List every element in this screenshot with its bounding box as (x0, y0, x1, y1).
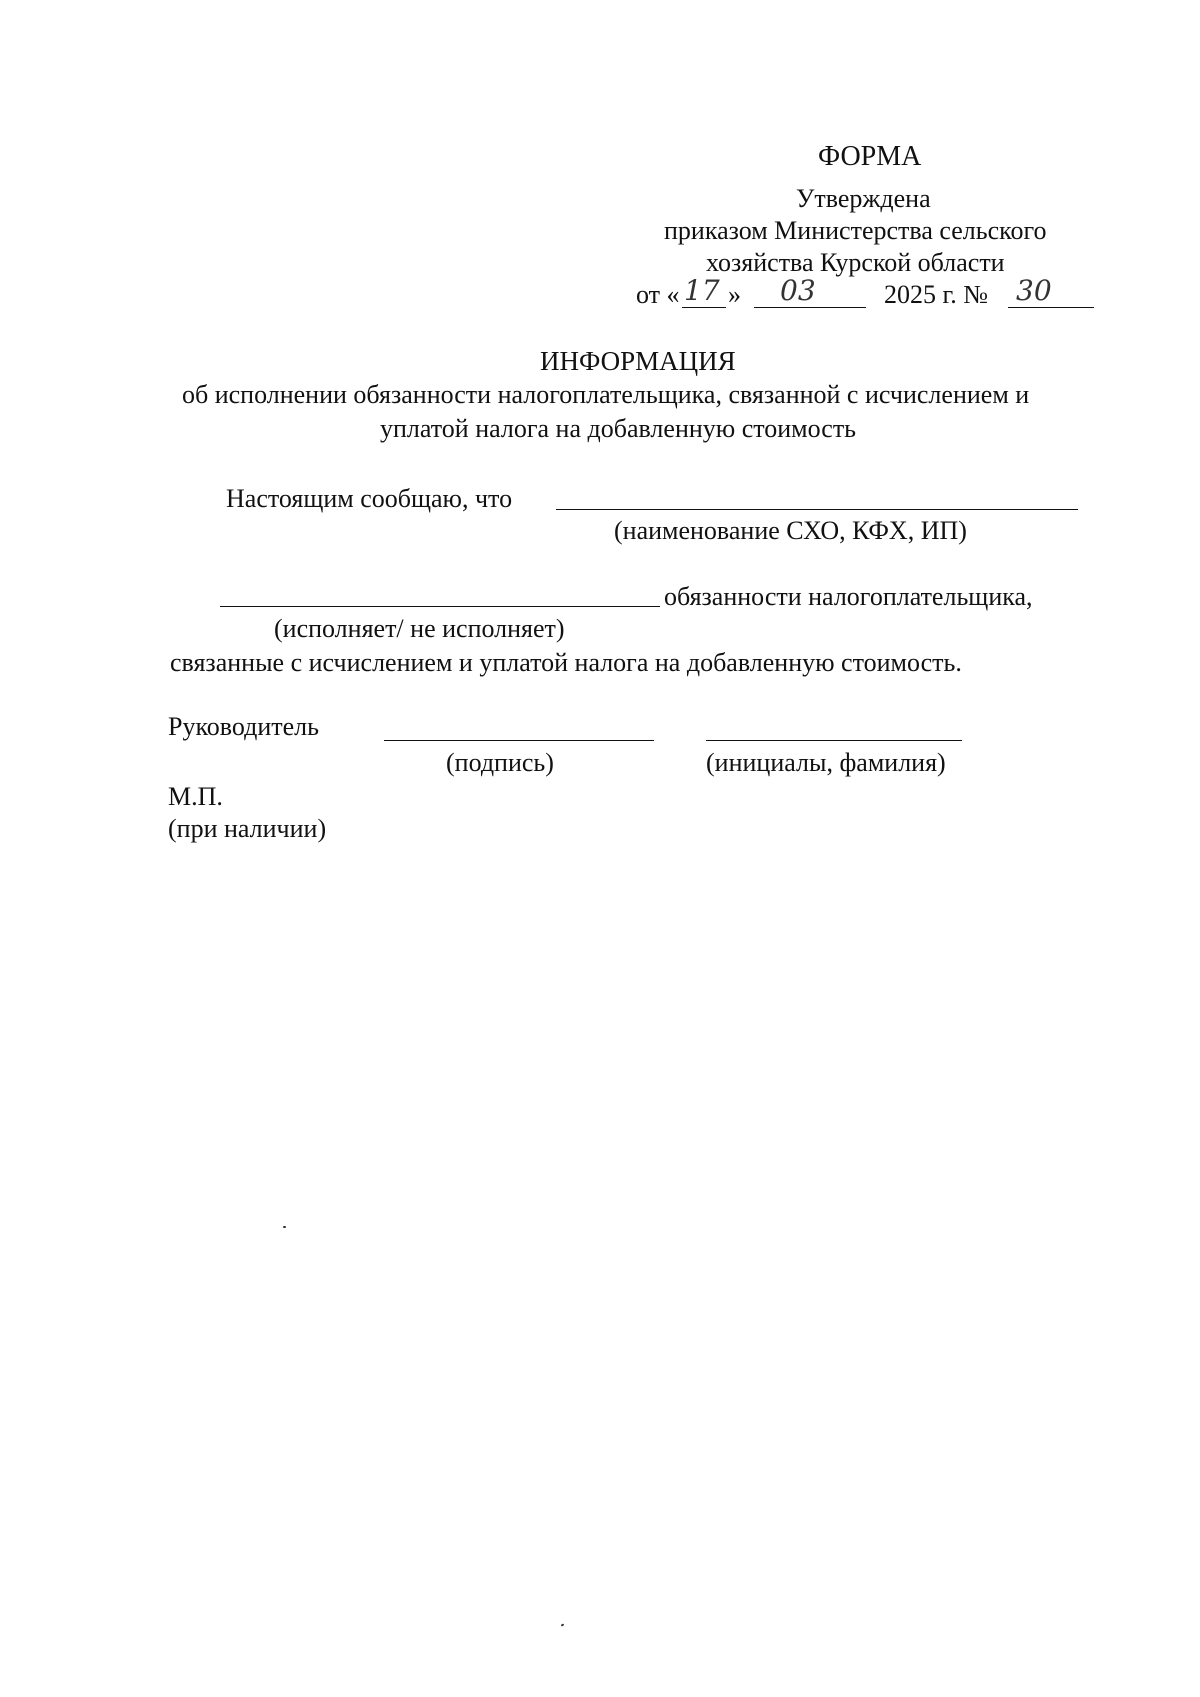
scan-speck (561, 1623, 565, 1626)
related-text: связанные с исчислением и уплатой налога на добавленную стоимость. (170, 648, 962, 677)
order-line-1: приказом Министерства сельского (664, 216, 1047, 245)
number-underline (1008, 307, 1094, 308)
title-line-2: уплатой налога на добавленную стоимость (380, 414, 857, 443)
status-field (220, 606, 660, 607)
stamp-note: (при наличии) (168, 814, 327, 843)
order-number-handwritten: 30 (1016, 274, 1052, 307)
date-prefix: от « (636, 280, 680, 309)
form-label: ФОРМА (818, 141, 922, 172)
title-line-1: об исполнении обязанности налогоплательщика, связанной с исчислением и (182, 380, 1030, 409)
order-line-2: хозяйства Курской области (706, 248, 1005, 277)
name-field (706, 740, 962, 741)
signature-field (384, 740, 654, 741)
signature-caption: (подпись) (446, 748, 554, 777)
day-underline (682, 307, 726, 308)
organization-name-caption: (наименование СХО, КФХ, ИП) (614, 516, 967, 545)
date-day-handwritten: 17 (684, 274, 720, 307)
scan-speck (283, 1226, 286, 1228)
intro-text: Настоящим сообщаю, что (226, 484, 513, 513)
organization-name-field (556, 509, 1078, 510)
date-day-close: » (728, 280, 741, 309)
date-year-number-label: 2025 г. № (884, 280, 989, 309)
month-underline (754, 307, 866, 308)
approved-label: Утверждена (796, 184, 931, 213)
status-caption: (исполняет/ не исполняет) (274, 614, 565, 643)
stamp-label: М.П. (168, 782, 223, 811)
duties-text: обязанности налогоплательщика, (664, 582, 1033, 611)
head-label: Руководитель (168, 712, 319, 741)
date-month-handwritten: 03 (780, 274, 816, 307)
name-caption: (инициалы, фамилия) (706, 748, 946, 777)
document-heading: ИНФОРМАЦИЯ (540, 346, 736, 376)
